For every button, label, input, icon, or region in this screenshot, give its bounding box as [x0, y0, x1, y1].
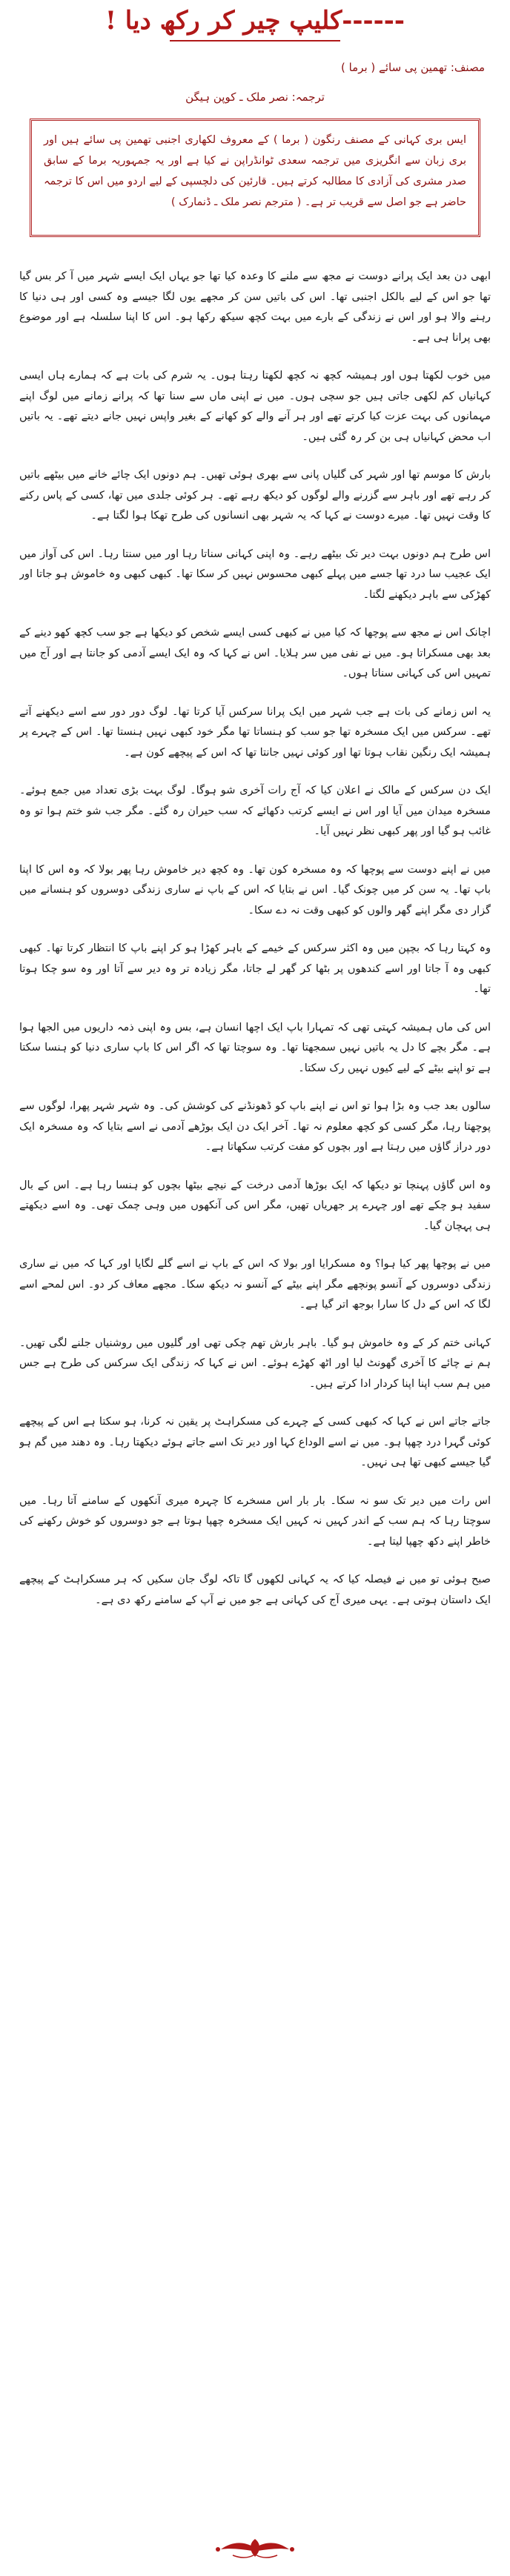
story-paragraph: اس طرح ہم دونوں بہت دیر تک بیٹھے رہے۔ وہ اپنی کہانی سناتا رہا اور میں سنتا رہا۔ اس کی آواز میں ایک عجیب سا درد تھا جسے میں پہلے کبھی محسوس نہیں کر سکا تھا۔ کبھی کبھی وہ خاموش ہو جاتا اور کھڑکی سے باہر دیکھنے لگتا۔ — [19, 548, 491, 601]
story-paragraph: اچانک اس نے مجھ سے پوچھا کہ کیا میں نے کبھی کسی ایسے شخص کو دیکھا ہے جو سب کچھ کھو دینے کے بعد بھی مسکراتا ہو۔ میں نے نفی میں سر ہلایا۔ اس نے کہا کہ وہ ایک ایسے آدمی کو جانتا ہے اور آج میں تمہیں اس کی کہانی سناتا ہوں۔ — [19, 627, 491, 679]
story-paragraph: بارش کا موسم تھا اور شہر کی گلیاں پانی سے بھری ہوئی تھیں۔ ہم دونوں ایک چائے خانے میں بیٹھے باتیں کر رہے تھے اور باہر سے گزرنے والے لوگوں کو دیکھ رہے تھے۔ ہر کوئی جلدی میں تھا، کسی کے پاس رکنے کا وقت نہیں تھا۔ میرے دوست نے کہا کہ یہ شہر بھی انسانوں کی طرح تھکا ہوا لگتا ہے۔ — [19, 469, 491, 522]
title-underline — [170, 40, 340, 41]
story-paragraph: کہانی ختم کر کے وہ خاموش ہو گیا۔ باہر بارش تھم چکی تھی اور گلیوں میں روشنیاں جلنے لگی تھیں۔ ہم نے چائے کا آخری گھونٹ لیا اور اٹھ کھڑے ہوئے۔ اس نے کہا کہ زندگی ایک سرکس کی طرح ہے جس میں ہم سب اپنا اپنا کردار ادا کرتے ہیں۔ — [19, 1337, 491, 1390]
story-body — [19, 267, 491, 2489]
floral-divider-icon — [0, 2533, 510, 2566]
story-paragraph: میں خوب لکھتا ہوں اور ہمیشہ کچھ نہ کچھ لکھتا رہتا ہوں۔ یہ شرم کی بات ہے کہ ہمارے ہاں ایسی کہانیاں کم لکھی جاتی ہیں جو سچی ہوں۔ میں نے اپنی ماں سے سنا تھا کہ پرانے زمانے میں لوگ اپنے مہمانوں کی بہت عزت کیا کرتے تھے اور ہر آنے والے کو کھانے کے بغیر واپس نہیں جانے دیتے تھے۔ یہ باتیں اب محض کہانیاں ہی بن کر رہ گئی ہیں۔ — [19, 370, 491, 443]
author-line: مصنف: تھمین پی سائے ( برما ) — [340, 61, 485, 74]
page-title: ------کلیپ چیر کر رکھ دیا ! — [105, 6, 405, 36]
story-paragraph: وہ کہتا رہا کہ بچپن میں وہ اکثر سرکس کے خیمے کے باہر کھڑا ہو کر اپنے باپ کا انتظار کرتا تھا۔ کبھی کبھی وہ آ جاتا اور اسے کندھوں پر بٹھا کر گھر لے جاتا، مگر زیادہ تر وہ دیر سے آتا اور وہ سو چکا ہوتا تھا۔ — [19, 942, 491, 995]
title-block — [19, 0, 491, 52]
translator-line: ترجمہ: نصر ملک ـ کوپن ہیگن — [185, 90, 325, 104]
byline — [19, 58, 491, 77]
story-paragraph: سالوں بعد جب وہ بڑا ہوا تو اس نے اپنے باپ کو ڈھونڈنے کی کوشش کی۔ وہ شہر شہر پھرا، لوگوں سے پوچھتا رہا، مگر کسی کو کچھ معلوم نہ تھا۔ آخر ایک دن ایک بوڑھے آدمی نے اسے بتایا کہ وہ مسخرہ ایک دور دراز گاؤں میں رہتا ہے اور بچوں کو مفت کرتب سکھاتا ہے۔ — [19, 1100, 491, 1153]
story-paragraph: ایک دن سرکس کے مالک نے اعلان کیا کہ آج رات آخری شو ہوگا۔ لوگ بہت بڑی تعداد میں جمع ہوئے۔ مسخرہ میدان میں آیا اور اس نے ایسے کرتب دکھائے کہ سب حیران رہ گئے۔ مگر جب شو ختم ہوا تو وہ غائب ہو گیا اور پھر کبھی نظر نہیں آیا۔ — [19, 785, 491, 837]
intro-box: ایس بری کہانی کے مصنف رنگون ( برما ) کے معروف لکھاری اجنبی تھمین پی سائے ہیں اور بری زبان سے انگریزی میں ترجمہ سعدی ٹوانڈراپن نے کیا ہے اور یہ جمہوریہ برما کے سابق صدر مشری کی آزادی کا مطالبہ کرتے ہیں۔ قارئین کی دلچسپی کے لیے اردو میں اس کا ترجمہ حاضر ہے جو اصل سے قریب تر ہے۔ ( مترجم نصر ملک ـ ڈنمارک ) — [30, 119, 480, 237]
story-paragraph: یہ اس زمانے کی بات ہے جب شہر میں ایک پرانا سرکس آیا کرتا تھا۔ لوگ دور دور سے اسے دیکھنے آتے تھے۔ سرکس میں ایک مسخرہ تھا جو سب کو ہنساتا تھا مگر خود کبھی نہیں ہنستا تھا۔ اس کے چہرے پر ہمیشہ ایک رنگین نقاب ہوتا تھا اور کوئی نہیں جانتا تھا کہ اس کے پیچھے کون ہے۔ — [19, 705, 491, 759]
story-paragraph: میں نے پوچھا پھر کیا ہوا؟ وہ مسکرایا اور بولا کہ اس کے باپ نے اسے گلے لگایا اور کہا کہ میں نے ساری زندگی دوسروں کے آنسو پونچھے مگر اپنے بیٹے کے آنسو نہ دیکھ سکا۔ مجھے معاف کر دو۔ اس لمحے اسے لگا کہ اس کے دل کا سارا بوجھ اتر گیا ہے۔ — [19, 1258, 491, 1311]
story-paragraph: وہ اس گاؤں پہنچا تو دیکھا کہ ایک بوڑھا آدمی درخت کے نیچے بیٹھا بچوں کو ہنسا رہا ہے۔ اس کے بال سفید ہو چکے تھے اور چہرے پر جھریاں تھیں، مگر اس کی آنکھوں میں وہی چمک تھی۔ وہ اسے دیکھتے ہی پہچان گیا۔ — [19, 1179, 491, 1232]
story-paragraph: اس رات میں دیر تک سو نہ سکا۔ بار بار اس مسخرے کا چہرہ میری آنکھوں کے سامنے آتا رہا۔ میں سوچتا رہا کہ ہم سب کے اندر کہیں نہ کہیں ایک مسخرہ چھپا ہوتا ہے جو دوسروں کو خوش رکھنے کی خاطر اپنے دکھ چھپا لیتا ہے۔ — [19, 1494, 491, 1548]
story-paragraph: صبح ہوئی تو میں نے فیصلہ کیا کہ یہ کہانی لکھوں گا تاکہ لوگ جان سکیں کہ ہر مسکراہٹ کے پیچھے ایک داستان ہوتی ہے۔ یہی میری آج کی کہانی ہے جو میں نے آپ کے سامنے رکھ دی ہے۔ — [19, 1574, 491, 1606]
story-paragraph: جاتے جاتے اس نے کہا کہ کبھی کسی کے چہرے کی مسکراہٹ پر یقین نہ کرنا، ہو سکتا ہے اس کے پیچھے کوئی گہرا درد چھپا ہو۔ میں نے اسے الوداع کہا اور دیر تک اسے جاتے ہوئے دیکھتا رہا۔ وہ دھند میں گم ہو گیا جیسے کبھی تھا ہی نہیں۔ — [19, 1416, 491, 1468]
story-paragraph: ابھی دن بعد ایک پرانے دوست نے مجھ سے ملنے کا وعدہ کیا تھا جو یہاں ایک ایسے شہر میں آ کر بس گیا تھا جو اس کے لیے بالکل اجنبی تھا۔ اس کی باتیں سن کر مجھے یوں لگا جیسے وہ کسی اور ہی دنیا کا رہنے والا ہو اور اس نے زندگی کے بارے میں بہت کچھ سیکھ رکھا ہو۔ اس کا اپنا سلسلہ ہے اور موضوع بھی پرانا ہی ہے۔ — [19, 270, 491, 344]
story-paragraph: میں نے اپنے دوست سے پوچھا کہ وہ مسخرہ کون تھا۔ وہ کچھ دیر خاموش رہا پھر بولا کہ وہ اس کا اپنا باپ تھا۔ یہ سن کر میں چونک گیا۔ اس نے بتایا کہ اس کے باپ نے ساری زندگی دوسروں کو ہنسانے میں گزار دی مگر اپنے گھر والوں کو کبھی وقت نہ دے سکا۔ — [19, 863, 491, 916]
floral-divider-svg — [211, 2533, 299, 2563]
story-paragraph: اس کی ماں ہمیشہ کہتی تھی کہ تمہارا باپ ایک اچھا انسان ہے، بس وہ اپنی ذمہ داریوں میں الجھا ہوا ہے۔ مگر بچے کا دل یہ باتیں نہیں سمجھتا تھا۔ وہ سوچتا تھا کہ اگر اس کا باپ ساری دنیا کو ہنسا سکتا ہے تو اپنے بیٹے کے لیے کیوں نہیں رک سکتا۔ — [19, 1021, 491, 1074]
